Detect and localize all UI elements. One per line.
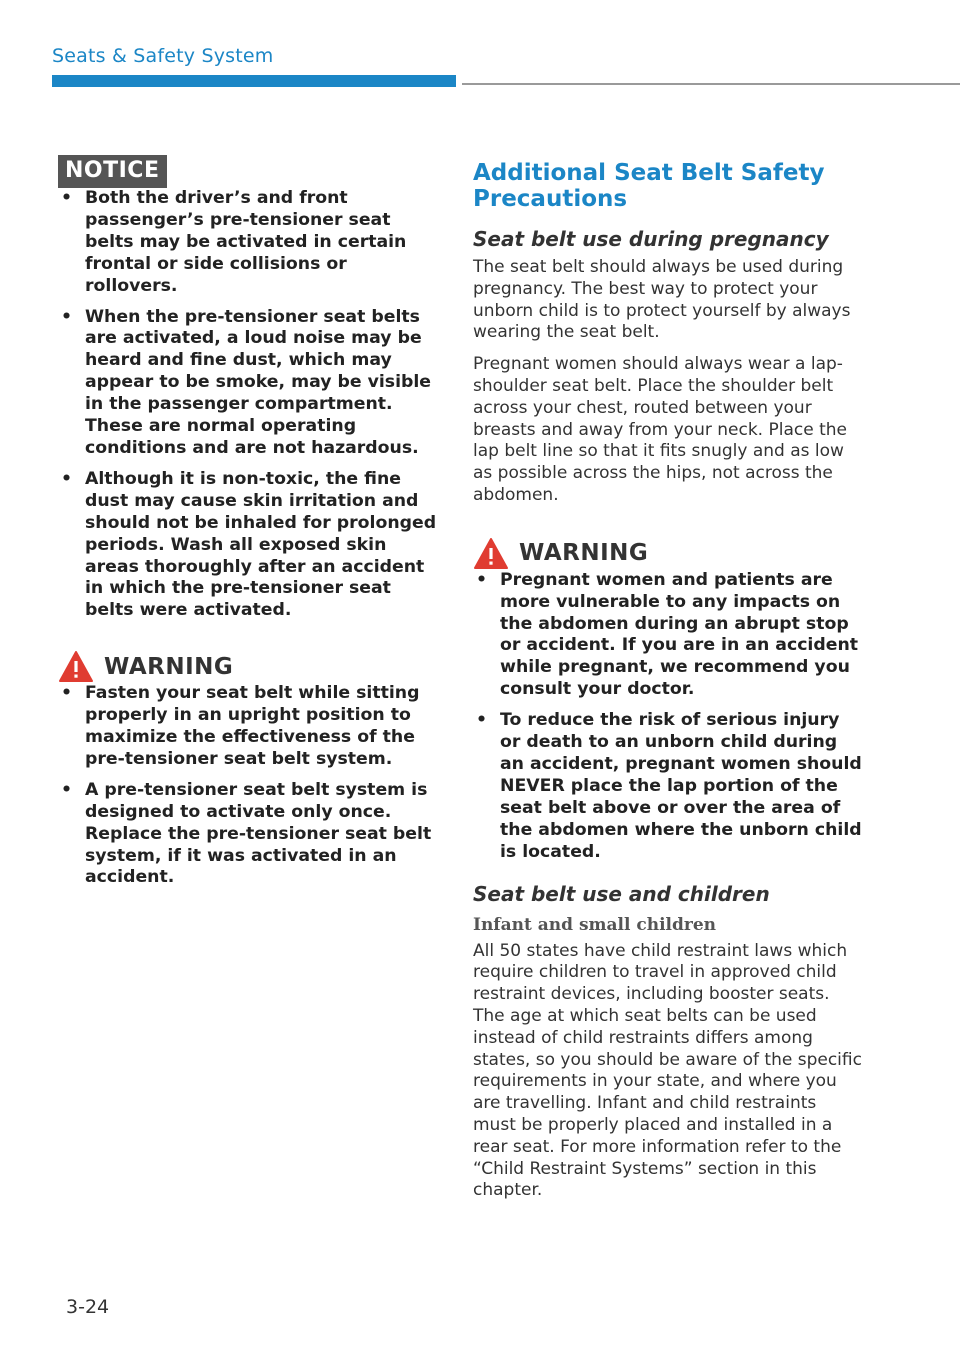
notice-item: • Although it is non-toxic, the fine dust may cause skin irritation and should not be inhaled for prolonged periods. Wash all exposed skin areas thoroughly after an accident in which the pre-tensioner seat belts were activated. [58, 469, 438, 622]
infant-subtitle: Infant and small children [473, 914, 717, 935]
warning-label: WARNING [104, 653, 234, 680]
header-rule-thin [462, 83, 960, 85]
notice-item: • Both the driver’s and front passenger’s pre-tensioner seat belts may be activated in certain frontal or side collisions or rollovers. [58, 188, 438, 298]
pregnancy-paragraph-1: The seat belt should always be used during pregnancy. The best way to protect your unborn child is to protect yourself by always wearing the seat belt. [473, 257, 851, 343]
left-column [58, 155, 438, 898]
pregnancy-paragraph-2: Pregnant women should always wear a lap-shoulder seat belt. Place the shoulder belt across your chest, routed between your breasts and away from your neck. Place the lap belt line so that it fits snugly and as low as possible across the hips, not across the abdomen. [473, 354, 847, 505]
children-paragraph: All 50 states have child restraint laws which require children to travel in approved child restraint devices, including booster seats. The age at which seat belts can be used instead of child restraints differs among states, so you should be aware of the specific requirements in your state, and where you are travelling. Infant and child restraints must be properly placed and installed in a rear seat. For more information refer to the “Child Restraint Systems” section in this chapter. [473, 940, 862, 1201]
warning-list [58, 683, 438, 889]
warning-triangle-icon [58, 650, 94, 683]
warning-item: • A pre-tensioner seat belt system is designed to activate only once. Replace the pre-tensioner seat belt system, if it was activated in an accident. [58, 780, 438, 890]
notice-item: • When the pre-tensioner seat belts are activated, a loud noise may be heard and fine dust, which may appear to be smoke, may be visible in the passenger compartment. These are normal operating conditions and are not hazardous. [58, 307, 438, 460]
warning-item: • To reduce the risk of serious injury or death to an unborn child during an accident, pregnant women should NEVER place the lap portion of the seat belt above or over the area of the abdomen where the unborn child is located. [473, 710, 863, 863]
warning-heading [473, 537, 863, 570]
page-number: 3-24 [66, 1296, 110, 1318]
pregnancy-subtitle: Seat belt use during pregnancy [473, 227, 829, 251]
warning-item: • Pregnant women and patients are more vulnerable to any impacts on the abdomen during an abrupt stop or accident. If you are in an accident while pregnant, we recommend you consult your doctor. [473, 570, 863, 701]
warning-heading [58, 650, 438, 683]
notice-badge: NOTICE [58, 155, 167, 188]
right-column [473, 160, 863, 1202]
warning-list [473, 570, 863, 864]
section-title: Additional Seat Belt Safety Precautions [473, 160, 825, 212]
warning-label: WARNING [519, 540, 649, 567]
warning-item: • Fasten your seat belt while sitting properly in an upright position to maximize the effectiveness of the pre-tensioner seat belt system. [58, 683, 438, 771]
section-header-title: Seats & Safety System [52, 45, 274, 67]
notice-list [58, 188, 438, 622]
children-subtitle: Seat belt use and children [473, 881, 770, 906]
warning-triangle-icon [473, 537, 509, 570]
header-rule-thick [52, 75, 456, 87]
